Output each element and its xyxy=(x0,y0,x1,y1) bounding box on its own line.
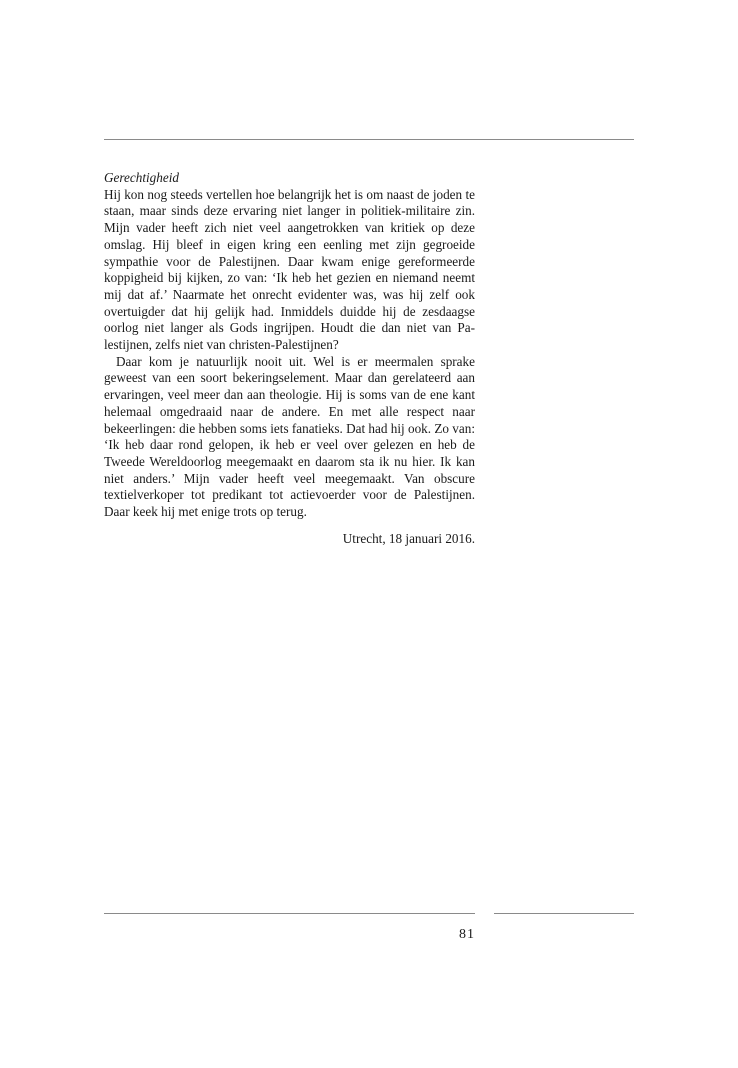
footer-divider-right xyxy=(494,913,634,914)
paragraph-1: Hij kon nog steeds vertellen hoe belangrijk het is om naast de joden te staan, maar sinds deze ervaring niet langer in politiek-militaire zin. Mijn vader heeft zich niet veel aangetrokken van kritiek op deze omslag. Hij bleef in eigen kring een eenling met zijn gegroeide sympathie voor de Palestijnen. Daar kwam enige gereformeerde koppigheid bij kijken, zo van: ‘Ik heb het gezien en niemand neemt mij dat af.’ Naarmate het onrecht evidenter was, was hij zelf ook overtuigder dat hij gelijk had. Inmiddels duidde hij de zesdaagse oorlog niet langer als Gods ingrijpen. Houdt die dan niet van Palestijnen, zelfs niet van christen-Palestijnen? xyxy=(104,186,475,353)
paragraph-2: Daar kom je natuurlijk nooit uit. Wel is er meermalen sprake geweest van een soort bekeringselement. Maar dan gerelateerd aan ervaringen, veel meer dan aan theologie. Hij is soms van de ene kant helemaal omgedraaid naar de andere. En met alle respect naar bekeerlingen: die hebben soms iets fanatieks. Dat had hij ook. Zo van: ‘Ik heb daar rond gelopen, ik heb er veel over gelezen en heb de Tweede Wereldoorlog meegemaakt en daarom sta ik nu hier. Ik kan niet anders.’ Mijn vader heeft veel meegemaakt. Van obscure textielverkoper tot predikant tot actievoerder voor de Palestijnen. Daar keek hij met enige trots op terug. xyxy=(104,353,475,520)
section-heading: Gerechtigheid xyxy=(104,170,179,185)
body-text xyxy=(104,170,475,547)
page-number: 81 xyxy=(459,927,475,942)
footer-divider-left xyxy=(104,913,475,914)
signature-line: Utrecht, 18 januari 2016. xyxy=(342,530,475,546)
top-divider xyxy=(104,139,634,140)
